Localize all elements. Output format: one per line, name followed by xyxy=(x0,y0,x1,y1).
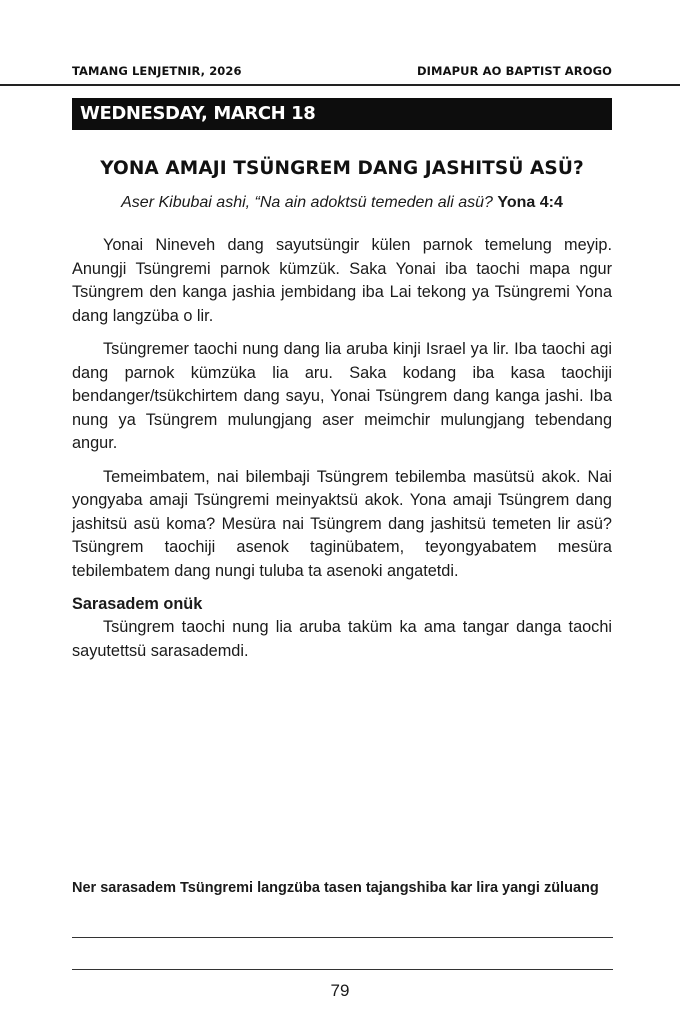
paragraph-3: Temeimbatem, nai bilembaji Tsüngrem tebilemba masütsü akok. Nai yongyaba amaji Tsüngremi meinyaktsü akok. Yona amaji Tsüngrem dang jashitsü asü koma? Mesüra nai Tsüngrem dang jashitsü temeten lir asü? Tsüngrem taochiji asenok taginübatem, teyongyabatem mesüra tebilembatem dang nungi tuluba ta asenoki angatetdi. xyxy=(72,467,612,580)
date-banner: WEDNESDAY, MARCH 18 xyxy=(72,98,612,130)
writing-line-1 xyxy=(72,937,613,938)
header-rule xyxy=(0,84,680,86)
key-verse xyxy=(72,194,612,212)
paragraph-1: Yonai Nineveh dang sayutsüngir külen parnok temelung meyip. Anungji Tsüngremi parnok kümzük. Saka Yonai iba taochi mapa ngur Tsüngrem den kanga jashia jembidang iba Lai tekong ya Tsüngremi Yona dang langzüba o lir. xyxy=(72,236,612,325)
devotion-body xyxy=(72,234,612,673)
header-right: DIMAPUR AO BAPTIST AROGO xyxy=(417,64,612,78)
header-left: TAMANG LENJETNIR, 2026 xyxy=(72,64,242,78)
application-text: Tsüngrem taochi nung lia aruba taküm ka ama tangar danga taochi sayutettsü sarasademdi. xyxy=(72,618,612,660)
verse-quote: Aser Kibubai ashi, “Na ain adoktsü temeden ali asü? xyxy=(121,194,493,211)
devotion-title: YONA AMAJI TSÜNGREM DANG JASHITSÜ ASÜ? xyxy=(100,158,584,179)
page-number: 79 xyxy=(330,981,350,1000)
verse-reference: Yona 4:4 xyxy=(497,194,563,211)
paragraph-2: Tsüngremer taochi nung dang lia aruba kinji Israel ya lir. Iba taochi agi dang parnok kümzüka lia aru. Saka kodang iba kasa taochiji bendanger/tsükchirtem dang sayu, Yonai Tsüngrem dang kanga jashi. Iba nung ya Tsüngrem mulungjang aser meimchir mulungjang tebendang angur. xyxy=(72,340,612,452)
reflection-prompt: Ner sarasadem Tsüngremi langzüba tasen tajangshiba kar lira yangi züluang xyxy=(72,880,599,896)
writing-line-2 xyxy=(72,969,613,970)
running-header xyxy=(72,64,612,78)
application-heading: Sarasadem onük xyxy=(72,595,203,613)
